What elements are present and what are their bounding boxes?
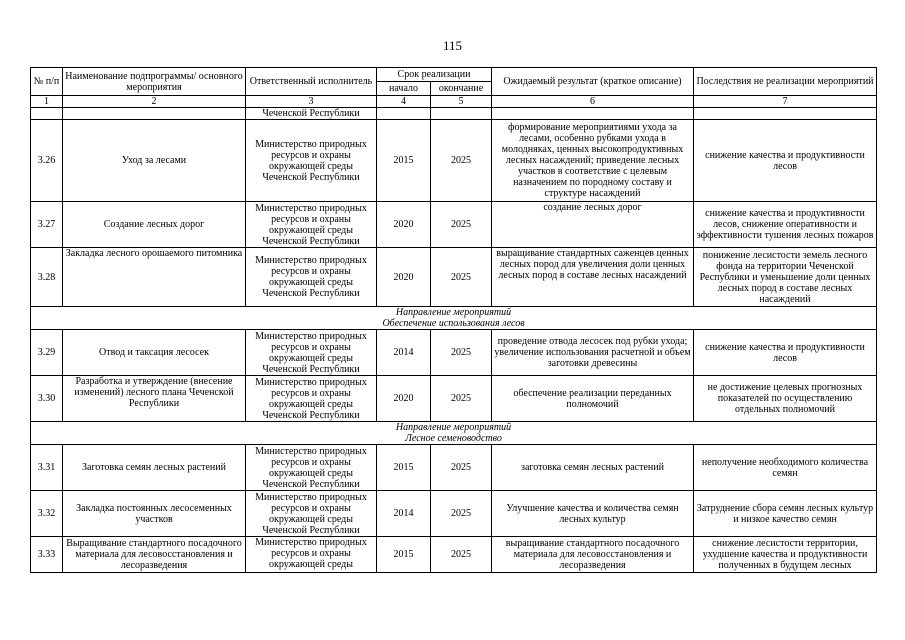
table-row [31, 202, 877, 248]
table-row [31, 491, 877, 537]
col-num-header: № п/п [31, 68, 63, 96]
row-name: Создание лесных дорог [63, 202, 246, 248]
row-end: 2025 [431, 248, 492, 307]
section-subtitle: Обеспечение использования лесов [382, 318, 525, 329]
row-conseq: Затруднение сбора семян лесных культур и низкое качество семян [694, 491, 877, 537]
continuation-row [31, 108, 877, 120]
table-row [31, 445, 877, 491]
row-exec: Министерство природных ресурсов и охраны окружающей среды Чеченской Республики [246, 120, 377, 202]
row-name: Закладка постоянных лесосеменных участков [63, 491, 246, 537]
row-num: 3.33 [31, 537, 63, 573]
row-start: 2014 [377, 491, 431, 537]
col-conseq-header: Последствия не реализации мероприятий [694, 68, 877, 96]
table-row [31, 248, 877, 307]
section-title: Направление мероприятий [395, 422, 512, 433]
row-name: Закладка лесного орошаемого питомника [63, 248, 246, 307]
row-end: 2025 [431, 120, 492, 202]
col-number: 2 [63, 96, 246, 108]
col-name-header: Наименование подпрограммы/ основного мероприятия [63, 68, 246, 96]
row-exec: Министерство природных ресурсов и охраны окружающей среды Чеченской Республики [246, 330, 377, 376]
row-conseq: снижение качества и продуктивности лесов [694, 120, 877, 202]
section-heading [31, 422, 877, 445]
col-number: 5 [431, 96, 492, 108]
row-conseq: понижение лесистости земель лесного фонда на территории Чеченской Республики и уменьшение доли ценных лесных пород в составе лесных насаждений [694, 248, 877, 307]
row-exec: Министерство природных ресурсов и охраны окружающей среды Чеченской Республики [246, 445, 377, 491]
row-conseq: не достижение целевых прогнозных показателей по осуществлению отдельных полномочий [694, 376, 877, 422]
row-conseq: снижение качества и продуктивности лесов [694, 330, 877, 376]
row-end: 2025 [431, 330, 492, 376]
row-num: 3.29 [31, 330, 63, 376]
row-start: 2015 [377, 120, 431, 202]
col-number: 3 [246, 96, 377, 108]
col-exec-header: Ответственный исполнитель [246, 68, 377, 96]
row-exec: Министерство природных ресурсов и охраны окружающей среды Чеченской Республики [246, 376, 377, 422]
row-exec: Министерство природных ресурсов и охраны окружающей среды Чеченской Республики [246, 248, 377, 307]
row-num: 3.26 [31, 120, 63, 202]
row-end: 2025 [431, 491, 492, 537]
section-row [31, 307, 877, 330]
row-end: 2025 [431, 202, 492, 248]
table-row [31, 330, 877, 376]
continuation-text: Чеченской Республики [246, 108, 377, 120]
row-start: 2015 [377, 537, 431, 573]
column-numbers-row [31, 96, 877, 108]
page-number: 115 [442, 38, 463, 53]
table-row [31, 376, 877, 422]
col-number: 4 [377, 96, 431, 108]
table-row [31, 120, 877, 202]
row-name: Отвод и таксация лесосек [63, 330, 246, 376]
col-number: 6 [492, 96, 694, 108]
row-result: выращивание стандартных саженцев ценных лесных пород для увеличения доли ценных лесных пород в составе лесных насаждений [492, 248, 694, 307]
row-conseq: снижение лесистости территории, ухудшение качества и продуктивности полученных в будущем лесных [694, 537, 877, 573]
section-subtitle: Лесное семеноводство [405, 433, 502, 444]
measures-table [30, 67, 877, 573]
row-start: 2020 [377, 202, 431, 248]
row-exec: Министерство природных ресурсов и охраны окружающей среды [246, 537, 377, 573]
row-end: 2025 [431, 376, 492, 422]
header-row [31, 68, 877, 82]
row-num: 3.32 [31, 491, 63, 537]
section-row [31, 422, 877, 445]
row-exec: Министерство природных ресурсов и охраны окружающей среды Чеченской Республики [246, 491, 377, 537]
row-start: 2014 [377, 330, 431, 376]
row-start: 2015 [377, 445, 431, 491]
row-num: 3.31 [31, 445, 63, 491]
row-name: Заготовка семян лесных растений [63, 445, 246, 491]
row-result: заготовка семян лесных растений [492, 445, 694, 491]
col-result-header: Ожидаемый результат (краткое описание) [492, 68, 694, 96]
row-result: формирование мероприятиями ухода за лесами, особенно рубками ухода в молодняках, ценных высокопродуктивных лесных насаждений; приведение лесных участков в соответствие с целевым назначением по породному составу и структуре насаждений [492, 120, 694, 202]
section-title: Направление мероприятий [395, 307, 512, 318]
row-result: выращивание стандартного посадочного материала для лесовосстановления и лесоразведения [492, 537, 694, 573]
row-end: 2025 [431, 537, 492, 573]
col-end-header: окончание [431, 82, 492, 96]
row-exec: Министерство природных ресурсов и охраны окружающей среды Чеченской Республики [246, 202, 377, 248]
col-period-header: Срок реализации [377, 68, 492, 82]
row-num: 3.30 [31, 376, 63, 422]
row-conseq: неполучение необходимого количества семян [694, 445, 877, 491]
section-heading [31, 307, 877, 330]
col-number: 7 [694, 96, 877, 108]
row-num: 3.28 [31, 248, 63, 307]
row-name: Разработка и утверждение (внесение изменений) лесного плана Чеченской Республики [63, 376, 246, 422]
row-start: 2020 [377, 376, 431, 422]
col-number: 1 [31, 96, 63, 108]
row-result: создание лесных дорог [492, 202, 694, 248]
table-row [31, 537, 877, 573]
row-end: 2025 [431, 445, 492, 491]
row-start: 2020 [377, 248, 431, 307]
row-result: обеспечение реализации переданных полномочий [492, 376, 694, 422]
row-num: 3.27 [31, 202, 63, 248]
col-start-header: начало [377, 82, 431, 96]
row-result: проведение отвода лесосек под рубки ухода; увеличение использования расчетной и объем заготовки древесины [492, 330, 694, 376]
row-name: Выращивание стандартного посадочного материала для лесовосстановления и лесоразведения [63, 537, 246, 573]
row-result: Улучшение качества и количества семян лесных культур [492, 491, 694, 537]
row-conseq: снижение качества и продуктивности лесов, снижение оперативности и эффективности тушения лесных пожаров [694, 202, 877, 248]
row-name: Уход за лесами [63, 120, 246, 202]
